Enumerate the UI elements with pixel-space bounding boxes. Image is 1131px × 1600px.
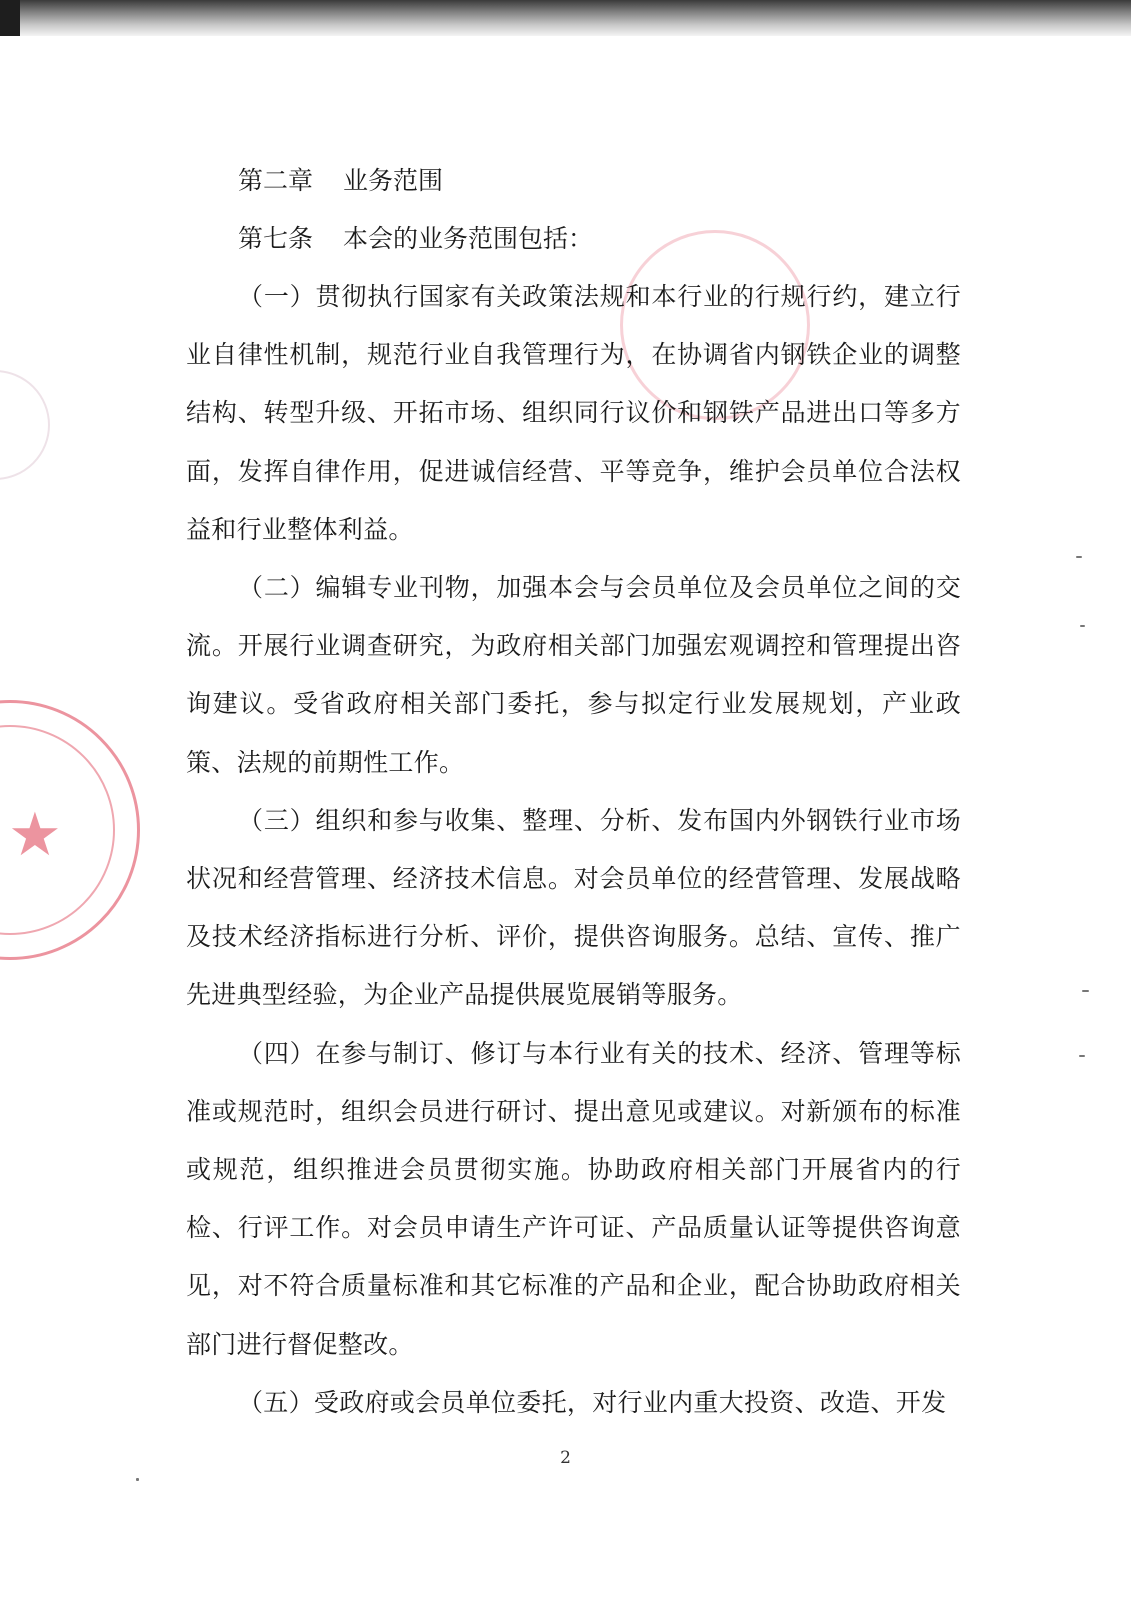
scan-speck	[1080, 625, 1085, 627]
seal-star-icon: ★	[8, 800, 62, 870]
scan-corner-mark	[0, 0, 20, 36]
scan-top-edge	[0, 0, 1131, 36]
article-title: 本会的业务范围包括：	[343, 224, 594, 253]
chapter-label: 第二章	[238, 166, 314, 195]
chapter-title: 业务范围	[343, 166, 444, 195]
paragraph-item-4: （四）在参与制订、修订与本行业有关的技术、经济、管理等标准或规范时，组织会员进行研讨、提出意见或建议。对新颁布的标准或规范，组织推进会员贯彻实施。协助政府相关部门开展省内的行检、行评工作。对会员申请生产许可证、产品质量认证等提供咨询意见，对不符合质量标准和其它标准的产品和企业，配合协助政府相关部门进行督促整改。	[186, 1038, 961, 1359]
paragraph-item-1: （一）贯彻执行国家有关政策法规和本行业的行规行约，建立行业自律性机制，规范行业自我管理行为，在协调省内钢铁企业的调整结构、转型升级、开拓市场、组织同行议价和钢铁产品进出口等多方面，发挥自律作用，促进诚信经营、平等竞争，维护会员单位合法权益和行业整体利益。	[186, 282, 961, 544]
article-heading	[186, 210, 961, 268]
scan-speck	[1082, 990, 1089, 992]
paragraph-item-2: （二）编辑专业刊物，加强本会与会员单位及会员单位之间的交流。开展行业调查研究，为政府相关部门加强宏观调控和管理提出咨询建议。受省政府相关部门委托，参与拟定行业发展规划，产业政策、法规的前期性工作。	[186, 573, 961, 777]
article-label: 第七条	[238, 224, 314, 253]
paragraph-item-5: （五）受政府或会员单位委托，对行业内重大投资、改造、开发	[238, 1387, 947, 1417]
faded-seal-stamp-edge	[0, 370, 50, 480]
scan-speck	[136, 1478, 139, 1481]
paragraph-item-3: （三）组织和参与收集、整理、分析、发布国内外钢铁行业市场状况和经营管理、经济技术信息。对会员单位的经营管理、发展战略及技术经济指标进行分析、评价，提供咨询服务。总结、宣传、推广先进典型经验，为企业产品提供展览展销等服务。	[186, 805, 961, 1010]
document-body	[186, 152, 961, 1432]
scan-speck	[1076, 556, 1082, 558]
scan-speck	[1079, 1055, 1085, 1057]
chapter-heading	[186, 152, 961, 210]
page-number: 2	[560, 1448, 571, 1468]
